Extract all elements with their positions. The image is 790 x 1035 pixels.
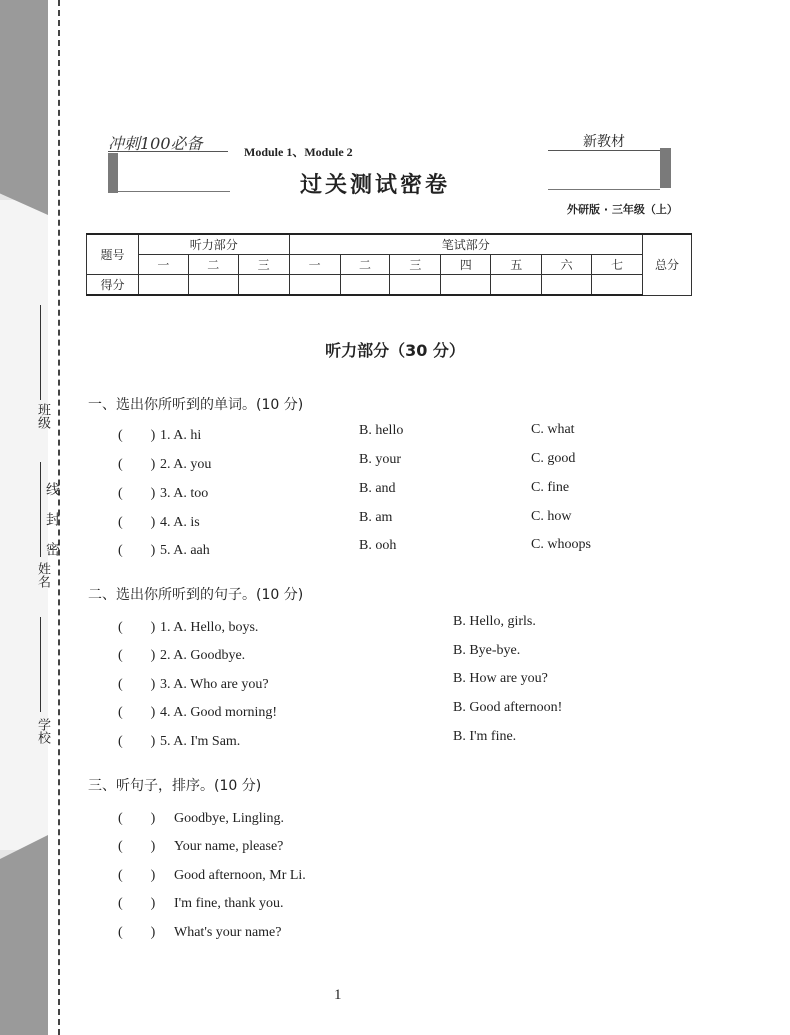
margin-decoration-top	[0, 0, 48, 215]
part3-sentence-5: ( ) What's your name?	[118, 925, 282, 940]
brand-rule-bottom	[118, 191, 230, 192]
part1-heading: 一、选出你所听到的单词。(10 分)	[88, 397, 304, 413]
name-blank-line	[40, 462, 41, 557]
part1-option-b: B. your	[359, 452, 401, 467]
score-row-label: 得分	[87, 275, 139, 296]
module-label: Module 1、Module 2	[244, 145, 353, 159]
part2-option-b: B. Bye-bye.	[453, 643, 521, 658]
listening-section-title: 听力部分（30 分）	[325, 341, 465, 360]
part2-question-2: ( ) 2. A. Goodbye.	[118, 648, 246, 663]
writing-col: 六	[542, 255, 592, 275]
score-cell	[542, 275, 592, 296]
part2-heading: 二、选出你所听到的句子。(10 分)	[88, 587, 304, 603]
school-label: 学校	[35, 718, 50, 744]
score-cell	[188, 275, 238, 296]
score-cell	[441, 275, 491, 296]
part1-question-2: ( ) 2. A. you	[118, 457, 212, 472]
listening-header: 听力部分	[138, 234, 289, 255]
new-material-rule-bottom	[548, 189, 660, 190]
seal-char-1: 密	[44, 542, 60, 556]
writing-col: 四	[441, 255, 491, 275]
part1-option-b: B. ooh	[359, 538, 397, 553]
page-title: 过关测试密卷	[300, 172, 451, 198]
part2-option-b: B. Good afternoon!	[453, 700, 563, 715]
part2-question-1: ( ) 1. A. Hello, boys.	[118, 620, 259, 635]
edition-label: 外研版 · 三年级（上）	[567, 203, 678, 216]
score-cell	[238, 275, 289, 296]
writing-col: 五	[491, 255, 542, 275]
score-cell	[138, 275, 188, 296]
listening-col: 一	[138, 255, 188, 275]
writing-col: 七	[592, 255, 643, 275]
page-number: 1	[334, 987, 342, 1003]
margin-decoration-bottom	[0, 835, 48, 1035]
new-material-rule	[548, 150, 668, 151]
name-label: 姓名	[35, 562, 50, 588]
part2-question-3: ( ) 3. A. Who are you?	[118, 677, 269, 692]
part1-option-b: B. am	[359, 510, 393, 525]
part1-option-b: B. hello	[359, 423, 404, 438]
score-cell	[289, 275, 340, 296]
listening-col: 三	[238, 255, 289, 275]
part3-sentence-1: ( ) Goodbye, Lingling.	[118, 811, 285, 826]
part3-sentence-4: ( ) I'm fine, thank you.	[118, 896, 284, 911]
part3-sentence-3: ( ) Good afternoon, Mr Li.	[118, 868, 306, 883]
part3-heading: 三、听句子，排序。(10 分)	[88, 778, 262, 794]
part1-question-1: ( ) 1. A. hi	[118, 428, 202, 443]
part2-option-b: B. I'm fine.	[453, 729, 517, 744]
brand-label: 冲刺100必备	[108, 134, 203, 153]
listening-col: 二	[188, 255, 238, 275]
class-label: 班级	[35, 403, 50, 429]
total-header: 总分	[642, 234, 691, 295]
score-cell	[491, 275, 542, 296]
part1-question-3: ( ) 3. A. too	[118, 486, 209, 501]
seal-char-3: 线	[44, 482, 60, 496]
writing-col: 一	[289, 255, 340, 275]
part2-option-b: B. How are you?	[453, 671, 548, 686]
score-table	[86, 233, 692, 296]
score-cell	[340, 275, 390, 296]
part2-question-4: ( ) 4. A. Good morning!	[118, 705, 278, 720]
part1-question-5: ( ) 5. A. aah	[118, 543, 210, 558]
row-title-cell: 题号	[87, 234, 139, 275]
brand-rule	[108, 151, 228, 152]
part1-option-c: C. fine	[531, 480, 570, 495]
writing-col: 三	[390, 255, 441, 275]
writing-header: 笔试部分	[289, 234, 642, 255]
score-cell	[390, 275, 441, 296]
writing-col: 二	[340, 255, 390, 275]
school-blank-line	[40, 617, 41, 712]
brand-bar	[108, 153, 118, 193]
new-material-label: 新教材	[583, 134, 625, 150]
new-material-bar	[660, 148, 671, 188]
part1-option-c: C. how	[531, 509, 572, 524]
part3-sentence-2: ( ) Your name, please?	[118, 839, 284, 854]
part1-option-c: C. what	[531, 422, 575, 437]
part1-question-4: ( ) 4. A. is	[118, 515, 200, 530]
part2-option-b: B. Hello, girls.	[453, 614, 536, 629]
part1-option-c: C. whoops	[531, 537, 591, 552]
part1-option-c: C. good	[531, 451, 576, 466]
part2-question-5: ( ) 5. A. I'm Sam.	[118, 734, 241, 749]
seal-char-2: 封	[44, 512, 60, 526]
part1-option-b: B. and	[359, 481, 396, 496]
score-cell	[592, 275, 643, 296]
